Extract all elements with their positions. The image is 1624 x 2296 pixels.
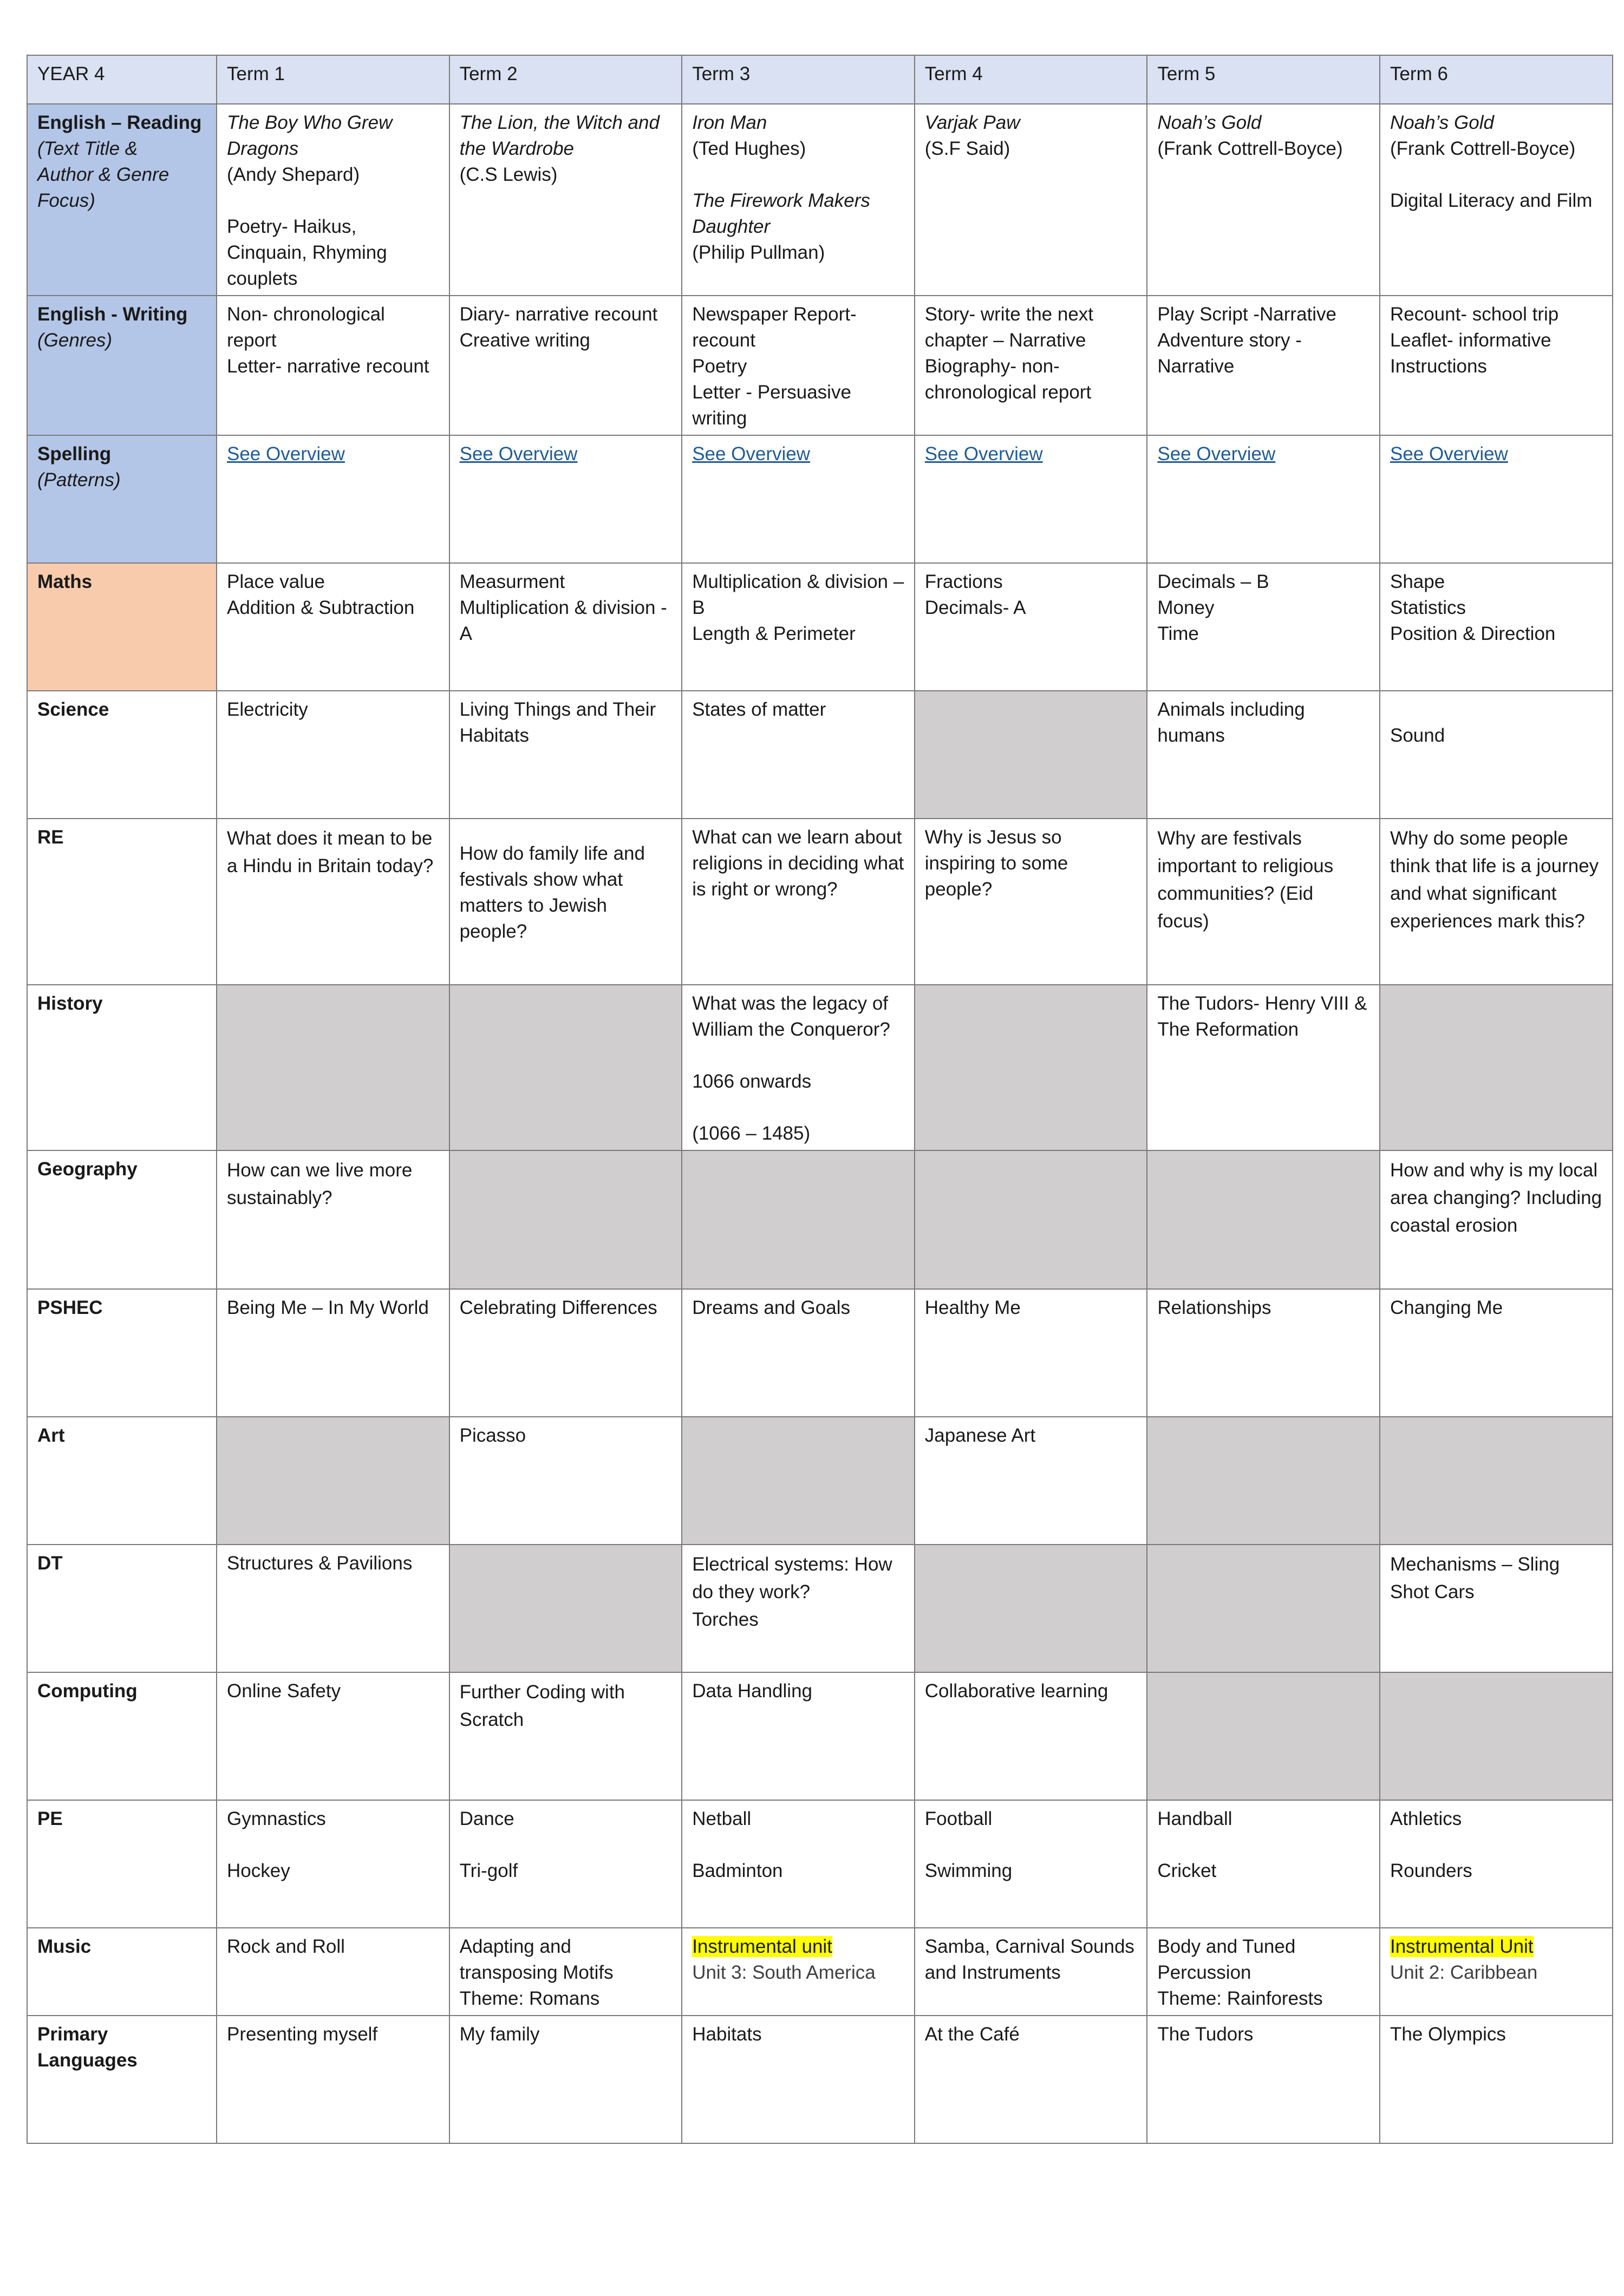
see-overview-link-term-6[interactable]: See Overview: [1390, 443, 1508, 465]
pe-term-3: Netball Badminton: [682, 1800, 915, 1928]
row-geography: [27, 1150, 1613, 1289]
pshec-term-4: Healthy Me: [915, 1289, 1147, 1417]
row-music: [27, 1928, 1613, 2016]
row-science: [27, 691, 1613, 819]
dt-term-4-empty: [915, 1545, 1147, 1672]
computing-term-6-empty: [1380, 1672, 1613, 1800]
reading-term-4: Varjak Paw (S.F Said): [915, 104, 1147, 296]
reading-term-5: Noah’s Gold (Frank Cottrell-Boyce): [1147, 104, 1380, 296]
history-term-6-empty: [1380, 985, 1613, 1150]
geography-term-6: How and why is my local area changing? Including coastal erosion: [1380, 1150, 1613, 1289]
languages-term-1: Presenting myself: [217, 2016, 449, 2143]
writing-term-3: Newspaper Report- recount Poetry Letter - Persuasive writing: [682, 296, 915, 435]
dt-term-2-empty: [449, 1545, 682, 1672]
row-computing: [27, 1672, 1613, 1800]
row-dt: [27, 1545, 1613, 1672]
history-term-4-empty: [915, 985, 1147, 1150]
row-re: [27, 819, 1613, 985]
history-term-5: The Tudors- Henry VIII & The Reformation: [1147, 985, 1380, 1150]
term-4-header: Term 4: [915, 55, 1147, 104]
languages-term-5: The Tudors: [1147, 2016, 1380, 2143]
subject-music: Music: [27, 1928, 217, 2016]
re-term-4: Why is Jesus so inspiring to some people?: [915, 819, 1147, 985]
pe-term-5: Handball Cricket: [1147, 1800, 1380, 1928]
languages-term-2: My family: [449, 2016, 682, 2143]
spelling-term-1: [217, 435, 449, 563]
art-term-1-empty: [217, 1417, 449, 1545]
subject-dt: DT: [27, 1545, 217, 1672]
science-term-5: Animals including humans: [1147, 691, 1380, 819]
music-term-5: Body and Tuned Percussion Theme: Rainforests: [1147, 1928, 1380, 2016]
maths-term-6: Shape Statistics Position & Direction: [1380, 563, 1613, 691]
spelling-term-2: [449, 435, 682, 563]
subject-english-reading: English – Reading (Text Title & Author & Genre Focus): [27, 104, 217, 296]
subject-maths: Maths: [27, 563, 217, 691]
pshec-term-3: Dreams and Goals: [682, 1289, 915, 1417]
subject-science: Science: [27, 691, 217, 819]
art-term-6-empty: [1380, 1417, 1613, 1545]
geography-term-2-empty: [449, 1150, 682, 1289]
computing-term-3: Data Handling: [682, 1672, 915, 1800]
year-title: YEAR 4: [27, 55, 217, 104]
geography-term-4-empty: [915, 1150, 1147, 1289]
pshec-term-2: Celebrating Differences: [449, 1289, 682, 1417]
science-term-6: Sound: [1380, 691, 1613, 819]
see-overview-link-term-2[interactable]: See Overview: [459, 443, 578, 465]
music-term-1: Rock and Roll: [217, 1928, 449, 2016]
dt-term-3: Electrical systems: How do they work? Torches: [682, 1545, 915, 1672]
see-overview-link-term-5[interactable]: See Overview: [1157, 443, 1276, 465]
re-term-1: What does it mean to be a Hindu in Britain today?: [217, 819, 449, 985]
science-term-3: States of matter: [682, 691, 915, 819]
pe-term-4: Football Swimming: [915, 1800, 1147, 1928]
row-art: [27, 1417, 1613, 1545]
subject-primary-languages: Primary Languages: [27, 2016, 217, 2143]
dt-term-5-empty: [1147, 1545, 1380, 1672]
dt-term-1: Structures & Pavilions: [217, 1545, 449, 1672]
science-term-2: Living Things and Their Habitats: [449, 691, 682, 819]
computing-term-5-empty: [1147, 1672, 1380, 1800]
reading-term-3: Iron Man (Ted Hughes) The Firework Makers Daughter (Philip Pullman): [682, 104, 915, 296]
writing-term-4: Story- write the next chapter – Narrative Biography- non-chronological report: [915, 296, 1147, 435]
maths-term-5: Decimals – B Money Time: [1147, 563, 1380, 691]
geography-term-5-empty: [1147, 1150, 1380, 1289]
maths-term-1: Place value Addition & Subtraction: [217, 563, 449, 691]
reading-term-2: The Lion, the Witch and the Wardrobe (C.S Lewis): [449, 104, 682, 296]
row-maths: [27, 563, 1613, 691]
subject-spelling: Spelling (Patterns): [27, 435, 217, 563]
instrumental-unit-highlight: Instrumental Unit: [1390, 1936, 1534, 1957]
history-term-2-empty: [449, 985, 682, 1150]
subject-history: History: [27, 985, 217, 1150]
see-overview-link-term-4[interactable]: See Overview: [924, 443, 1043, 465]
subject-re: RE: [27, 819, 217, 985]
re-term-6: Why do some people think that life is a journey and what significant experiences mark this?: [1380, 819, 1613, 985]
languages-term-4: At the Café: [915, 2016, 1147, 2143]
row-english-reading: [27, 104, 1613, 296]
row-pshec: [27, 1289, 1613, 1417]
pshec-term-5: Relationships: [1147, 1289, 1380, 1417]
term-2-header: Term 2: [449, 55, 682, 104]
pe-term-6: Athletics Rounders: [1380, 1800, 1613, 1928]
header-row: [27, 55, 1613, 104]
computing-term-1: Online Safety: [217, 1672, 449, 1800]
row-pe: [27, 1800, 1613, 1928]
music-term-4: Samba, Carnival Sounds and Instruments: [915, 1928, 1147, 2016]
history-term-3: What was the legacy of William the Conqueror? 1066 onwards (1066 – 1485): [682, 985, 915, 1150]
writing-term-2: Diary- narrative recount Creative writing: [449, 296, 682, 435]
row-spelling: [27, 435, 1613, 563]
instrumental-unit-highlight: Instrumental unit: [692, 1936, 832, 1957]
music-term-2: Adapting and transposing Motifs Theme: Romans: [449, 1928, 682, 2016]
science-term-1: Electricity: [217, 691, 449, 819]
maths-term-4: Fractions Decimals- A: [915, 563, 1147, 691]
spelling-term-6: [1380, 435, 1613, 563]
maths-term-3: Multiplication & division – B Length & Perimeter: [682, 563, 915, 691]
subject-pshec: PSHEC: [27, 1289, 217, 1417]
pe-term-2: Dance Tri-golf: [449, 1800, 682, 1928]
art-term-3-empty: [682, 1417, 915, 1545]
reading-term-6: Noah’s Gold (Frank Cottrell-Boyce) Digital Literacy and Film: [1380, 104, 1613, 296]
row-history: [27, 985, 1613, 1150]
spelling-term-5: [1147, 435, 1380, 563]
subject-art: Art: [27, 1417, 217, 1545]
re-term-2: How do family life and festivals show what matters to Jewish people?: [449, 819, 682, 985]
geography-term-1: How can we live more sustainably?: [217, 1150, 449, 1289]
computing-term-2: Further Coding with Scratch: [449, 1672, 682, 1800]
spelling-term-4: [915, 435, 1147, 563]
art-term-4: Japanese Art: [915, 1417, 1147, 1545]
geography-term-3-empty: [682, 1150, 915, 1289]
music-term-3: Instrumental unit Unit 3: South America: [682, 1928, 915, 2016]
science-term-4-empty: [915, 691, 1147, 819]
subject-english-writing: English - Writing (Genres): [27, 296, 217, 435]
see-overview-link-term-1[interactable]: See Overview: [227, 443, 345, 465]
term-3-header: Term 3: [682, 55, 915, 104]
row-primary-languages: [27, 2016, 1613, 2143]
maths-term-2: Measurment Multiplication & division - A: [449, 563, 682, 691]
spelling-term-3: [682, 435, 915, 563]
see-overview-link-term-3[interactable]: See Overview: [692, 443, 811, 465]
subject-pe: PE: [27, 1800, 217, 1928]
pshec-term-1: Being Me – In My World: [217, 1289, 449, 1417]
art-term-2: Picasso: [449, 1417, 682, 1545]
dt-term-6: Mechanisms – Sling Shot Cars: [1380, 1545, 1613, 1672]
subject-computing: Computing: [27, 1672, 217, 1800]
music-term-6: Instrumental Unit Unit 2: Caribbean: [1380, 1928, 1613, 2016]
subject-geography: Geography: [27, 1150, 217, 1289]
pshec-term-6: Changing Me: [1380, 1289, 1613, 1417]
reading-term-1: The Boy Who Grew Dragons (Andy Shepard) Poetry- Haikus, Cinquain, Rhyming couplets: [217, 104, 449, 296]
computing-term-4: Collaborative learning: [915, 1672, 1147, 1800]
pe-term-1: Gymnastics Hockey: [217, 1800, 449, 1928]
term-6-header: Term 6: [1380, 55, 1613, 104]
writing-term-5: Play Script -Narrative Adventure story - Narrative: [1147, 296, 1380, 435]
art-term-5-empty: [1147, 1417, 1380, 1545]
writing-term-6: Recount- school trip Leaflet- informative Instructions: [1380, 296, 1613, 435]
row-english-writing: [27, 296, 1613, 435]
languages-term-6: The Olympics: [1380, 2016, 1613, 2143]
history-term-1-empty: [217, 985, 449, 1150]
term-5-header: Term 5: [1147, 55, 1380, 104]
languages-term-3: Habitats: [682, 2016, 915, 2143]
term-1-header: Term 1: [217, 55, 449, 104]
re-term-5: Why are festivals important to religious communities? (Eid focus): [1147, 819, 1380, 985]
re-term-3: What can we learn about religions in deciding what is right or wrong?: [682, 819, 915, 985]
curriculum-table: [27, 55, 1613, 2144]
writing-term-1: Non- chronological report Letter- narrative recount: [217, 296, 449, 435]
